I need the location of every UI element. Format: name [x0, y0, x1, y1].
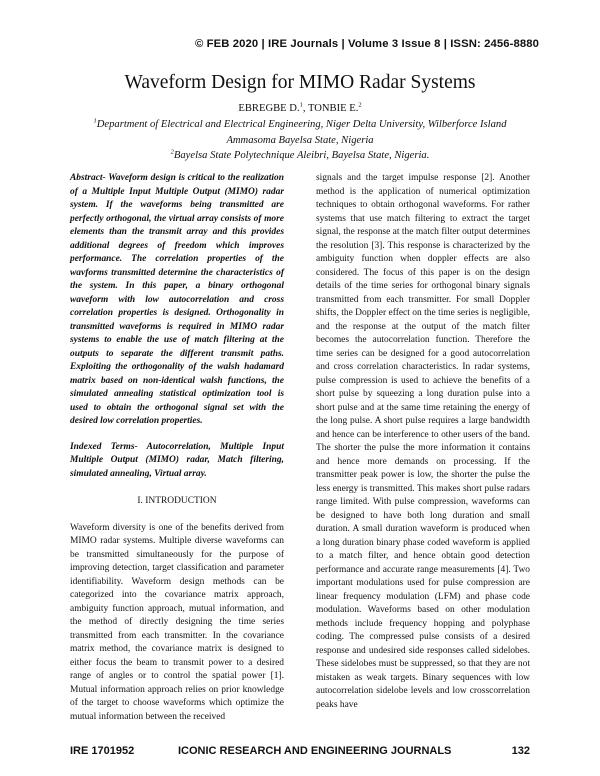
affiliation-text: Department of Electrical and Electrical Engineering, Niger Delta University, Wilberforce Island: [96, 119, 507, 130]
affiliation-1: [0, 119, 600, 130]
intro-paragraph: Waveform diversity is one of the benefits derived from MIMO radar systems. Multiple diverse waveforms can be transmitted simultaneously for the purpose of improving detection, target classification and parameter identifiability. Waveform design methods can be categorized into the covariance matrix approach, ambiguity function approach, mutual information, and the method of directly designing the time series transmitted from each transmitter. In the covariance matrix method, the covariance matrix is designed to either focus the beam to transmit power to a desired range of angles or to control the spatial power [1]. Mutual information approach relies on prior knowledge of the target to choose waveforms which optimize the mutual information between the received: [70, 522, 284, 722]
author-superscript: 1: [299, 101, 303, 109]
abstract: Abstract- Waveform design is critical to the realization of a Multiple Input Multiple Output (MIMO) radar system. If the waveforms being transmitted are perfectly orthogonal, the virtual array consists of more elements than the transmit array and this provides additional degrees of freedom which improves performance. The correlation properties of the wavforms transmitted determine the characteristics of the system. In this paper, a binary orthogonal waveform with low autocorrelation and cross correlation properties is designed. Orthogonality in transmitted waveforms is required in MIMO radar systems to enable the use of match filtering at the outputs to separate the different transmit paths. Exploiting the orthogonality of the walsh hadamard matrix based on non-identical walsh functions, the simulated annealing statistical optimization tool is used to obtain the orthogonal signal set with the desired low correlation properties.: [70, 173, 284, 426]
affiliation-1-cont: Ammasoma Bayelsa State, Nigeria: [226, 135, 374, 146]
affiliation-text: Bayelsa State Polytechnique Aleibri, Bayelsa State, Nigeria.: [173, 150, 430, 161]
section-heading: I. INTRODUCTION: [137, 496, 217, 506]
right-column: [316, 172, 530, 712]
affiliation-superscript: 2: [170, 148, 174, 156]
footer-journal: ICONIC RESEARCH AND ENGINEERING JOURNALS: [178, 745, 452, 757]
affiliation-2: [0, 150, 600, 161]
author-superscript: 2: [358, 101, 362, 109]
author-line: [0, 103, 600, 114]
left-column: [70, 172, 284, 724]
paper-title: Waveform Design for MIMO Radar Systems: [124, 72, 476, 93]
journal-header: © FEB 2020 | IRE Journals | Volume 3 Issue 8 | ISSN: 2456-8880: [194, 38, 539, 50]
body-paragraph: signals and the target impulse response [2]. Another method is the application of numerical optimization techniques to obtain orthogonal waveforms. For rather systems that use match filtering to extract the target signal, the response at the match filter output determines the resolution [3]. This response is characterized by the ambiguity function when doppler effects are also considered. The focus of this paper is on the design details of the time series for orthogonal binary signals transmitted from each transmitter. For small Doppler shifts, the Doppler effect on the time series is negligible, and the response at the output of the match filter becomes the autocorrelation function. Therefore the time series can be designed for a good autocorrelation and cross correlation characteristics. In radar systems, pulse compression is used to achieve the benefits of a short pulse by squeezing a long duration pulse into a short pulse and at the same time retaining the energy of the long pulse. A short pulse requires a large bandwidth and hence can be interference to other users of the band. The shorter the pulse the more information it contains and hence more demands on processing. If the transmitter peak power is low, the shorter the pulse the less energy is transmitted. This makes short pulse radars range limited. With pulse compression, waveforms can be designed to have both long duration and small duration. A small duration waveform is produced when a long duration binary phase coded waveform is applied to a match filter, and hence obtain good detection performance and accurate range measurements [4]. Two important modulations used for pulse compression are linear frequency modulation (LFM) and phase code modulation. Waveforms based on other modulation methods include frequency hopping and polyphase coding. The compressed pulse consists of a desired response and undesired side responses called sidelobes. These sidelobes must be suppressed, so that they are not mistaken as weak targets. Binary sequences with low autocorrelation sidelobe levels and low crosscorrelation peaks have: [316, 173, 530, 710]
author-separator: ,: [302, 103, 308, 114]
affiliation-superscript: 1: [93, 117, 97, 125]
author-name: EBREGBE D.: [238, 103, 300, 114]
page-number: 132: [511, 745, 530, 757]
author-name: TONBIE E.: [307, 103, 359, 114]
index-terms: Indexed Terms- Autocorrelation, Multiple Input Multiple Output (MIMO) radar, Match filtering, simulated annealing, Virtual array.: [70, 441, 284, 479]
footer-id: IRE 1701952: [70, 745, 135, 757]
